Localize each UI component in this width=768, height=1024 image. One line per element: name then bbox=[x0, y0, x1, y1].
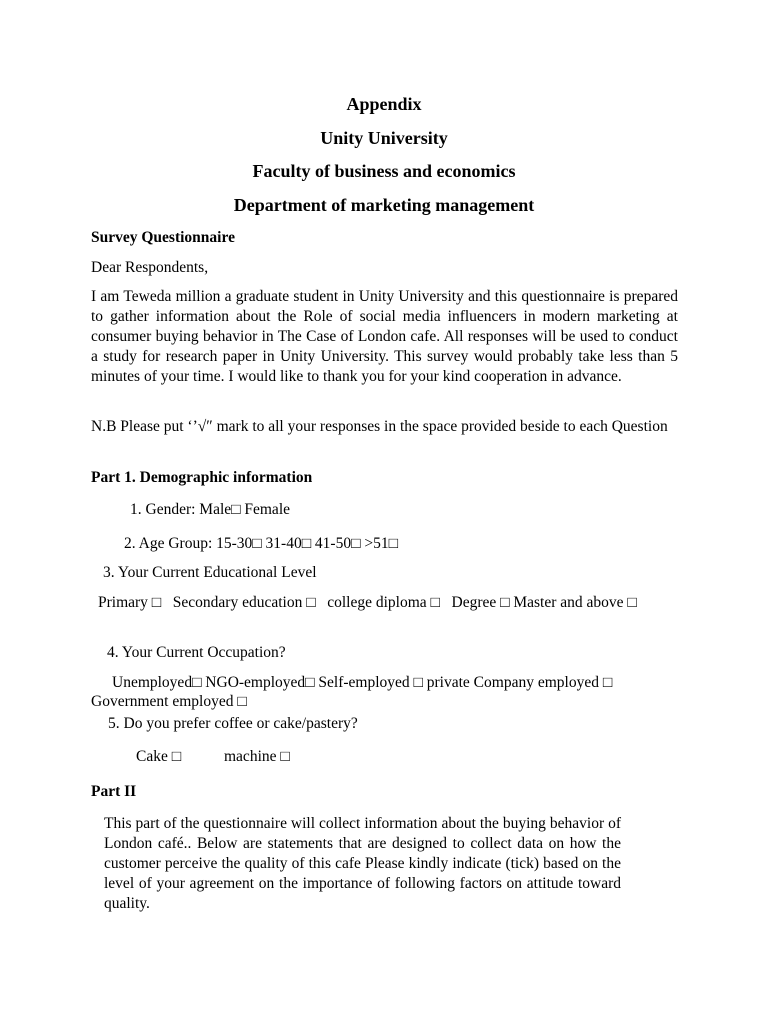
appendix-title: Appendix bbox=[346, 94, 422, 114]
faculty-title: Faculty of business and economics bbox=[252, 161, 516, 181]
part2-heading: Part II bbox=[91, 783, 137, 800]
intro-paragraph: I am Teweda million a graduate student in Unity University and this questionnaire is prepared to gather information about the Role of social media influencers in modern marketing at consumer buying behavior in The Case of London cafe. All responses will be used to conduct a study for research paper in Unity University. This survey would probably take less than 5 minutes of your time. I would like to thank you for your kind cooperation in advance. bbox=[91, 288, 678, 385]
part1-heading: Part 1. Demographic information bbox=[91, 469, 313, 486]
department-title: Department of marketing management bbox=[233, 195, 535, 215]
education-options: Primary □ Secondary education □ college diploma □ Degree □ Master and above □ bbox=[98, 594, 637, 611]
question-age-group: 2. Age Group: 15-30□ 31-40□ 41-50□ >51□ bbox=[124, 535, 398, 552]
university-title: Unity University bbox=[320, 128, 448, 148]
question-preference: 5. Do you prefer coffee or cake/pastery? bbox=[108, 715, 358, 732]
occupation-options-line2: Government employed □ bbox=[91, 693, 247, 710]
question-occupation: 4. Your Current Occupation? bbox=[107, 644, 286, 661]
survey-heading: Survey Questionnaire bbox=[91, 229, 235, 246]
instruction-note: N.B Please put ‘’√″ mark to all your responses in the space provided beside to each Question bbox=[91, 418, 668, 435]
part2-paragraph: This part of the questionnaire will collect information about the buying behavior of London café.. Below are statements that are designed to collect data on how the customer perceive the quality of this cafe Please kindly indicate (tick) based on the level of your agreement on the importance of following factors on attitude toward quality. bbox=[104, 815, 621, 912]
preference-option-cake: Cake □ bbox=[136, 748, 182, 765]
salutation: Dear Respondents, bbox=[91, 259, 209, 276]
question-gender: 1. Gender: Male□ Female bbox=[130, 501, 291, 518]
occupation-options-line1: Unemployed□ NGO-employed□ Self-employed □ private Company employed □ bbox=[112, 674, 613, 691]
preference-option-machine: machine □ bbox=[224, 748, 290, 765]
question-education: 3. Your Current Educational Level bbox=[103, 564, 317, 581]
